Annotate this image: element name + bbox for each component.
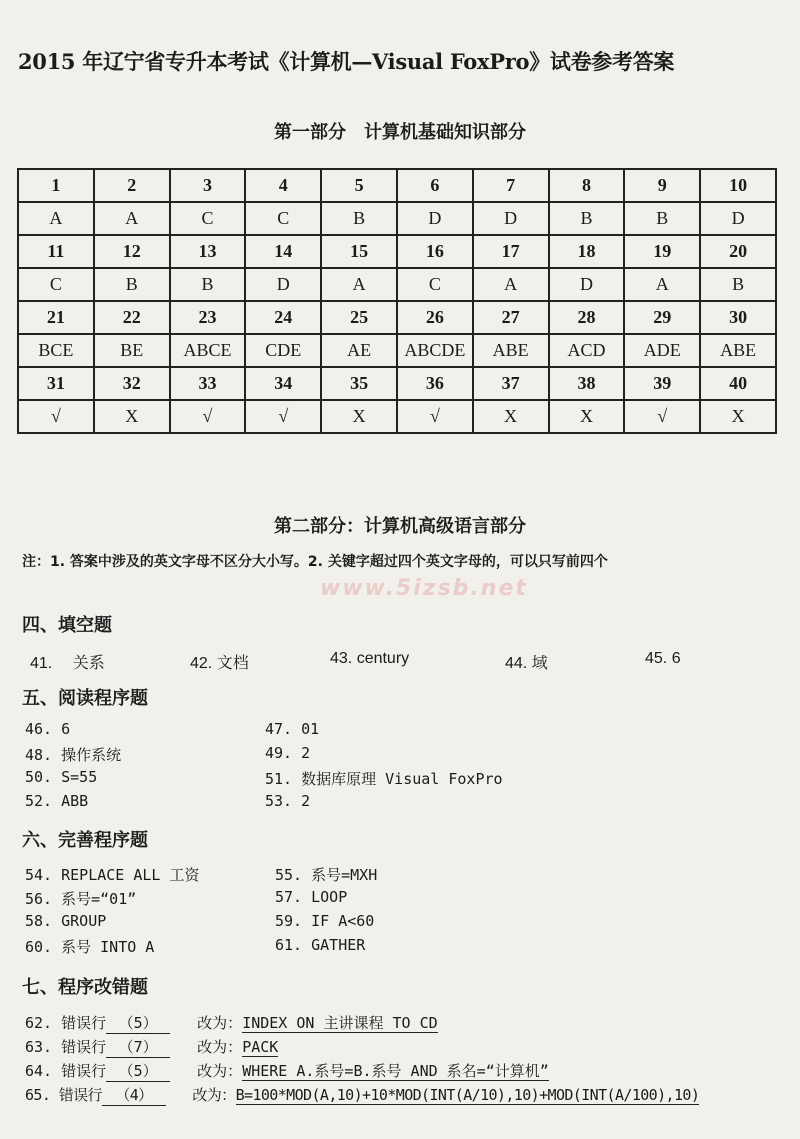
question-number-cell: 34 bbox=[245, 367, 321, 400]
question-number-cell: 31 bbox=[18, 367, 94, 400]
question-number-cell: 15 bbox=[321, 235, 397, 268]
fix-line-value: （4） bbox=[102, 1084, 166, 1106]
question-number-cell: 33 bbox=[170, 367, 246, 400]
question-number-row bbox=[18, 169, 776, 202]
question-number-cell: 7 bbox=[473, 169, 549, 202]
part1-heading: 第一部分 计算机基础知识部分 bbox=[274, 122, 526, 143]
answer-44: 44. 域 bbox=[505, 655, 548, 672]
fix-line-label: 错误行 bbox=[61, 1062, 107, 1080]
fix-change-value: PACK bbox=[242, 1038, 279, 1056]
question-number-cell: 3 bbox=[170, 169, 246, 202]
question-number-row bbox=[18, 367, 776, 400]
answer-cell: ABE bbox=[700, 334, 776, 367]
answer-60: 60. 系号 INTO A bbox=[25, 938, 155, 956]
question-number-cell: 19 bbox=[624, 235, 700, 268]
answer-cell: A bbox=[473, 268, 549, 301]
question-number-cell: 24 bbox=[245, 301, 321, 334]
question-number-cell: 23 bbox=[170, 301, 246, 334]
fix-item-63 bbox=[25, 1036, 278, 1058]
answer-cell: B bbox=[321, 202, 397, 235]
question-number-row bbox=[18, 301, 776, 334]
question-number-cell: 9 bbox=[624, 169, 700, 202]
answer-52: 52. ABB bbox=[25, 792, 89, 810]
fix-num: 64. bbox=[25, 1062, 53, 1080]
question-number-cell: 10 bbox=[700, 169, 776, 202]
question-number-row bbox=[18, 235, 776, 268]
answer-cell: ABCE bbox=[170, 334, 246, 367]
answer-54: 54. REPLACE ALL 工资 bbox=[25, 866, 200, 884]
fix-item-62 bbox=[25, 1012, 438, 1034]
answer-cell: C bbox=[18, 268, 94, 301]
answer-50: 50. S=55 bbox=[25, 768, 98, 786]
fix-change-value: B=100*MOD(A,10)+10*MOD(INT(A/10),10)+MOD(INT(A/100),10) bbox=[235, 1086, 700, 1104]
question-number-cell: 37 bbox=[473, 367, 549, 400]
question-number-cell: 30 bbox=[700, 301, 776, 334]
fix-line-label: 错误行 bbox=[58, 1086, 102, 1104]
part2-heading: 第二部分：计算机高级语言部分 bbox=[274, 516, 526, 537]
question-number-cell: 26 bbox=[397, 301, 473, 334]
question-number-cell: 17 bbox=[473, 235, 549, 268]
answer-cell: D bbox=[397, 202, 473, 235]
answer-row bbox=[18, 334, 776, 367]
fix-change-label: 改为： bbox=[192, 1086, 236, 1104]
question-number-cell: 8 bbox=[549, 169, 625, 202]
answer-46: 46. 6 bbox=[25, 720, 71, 738]
answer-55: 55. 系号=MXH bbox=[275, 866, 378, 884]
answer-cell: C bbox=[170, 202, 246, 235]
fix-change-label: 改为： bbox=[197, 1014, 243, 1032]
answer-cell: √ bbox=[245, 400, 321, 433]
fix-line-value: （5） bbox=[106, 1012, 170, 1034]
question-number-cell: 21 bbox=[18, 301, 94, 334]
answer-51: 51. 数据库原理 Visual FoxPro bbox=[265, 770, 503, 788]
answer-cell: A bbox=[321, 268, 397, 301]
answer-cell: X bbox=[94, 400, 170, 433]
question-number-cell: 2 bbox=[94, 169, 170, 202]
question-number-cell: 1 bbox=[18, 169, 94, 202]
fix-num: 63. bbox=[25, 1038, 53, 1056]
fix-heading: 七、程序改错题 bbox=[22, 977, 148, 998]
answer-cell: X bbox=[700, 400, 776, 433]
answer-cell: C bbox=[397, 268, 473, 301]
question-number-cell: 11 bbox=[18, 235, 94, 268]
question-number-cell: 32 bbox=[94, 367, 170, 400]
question-number-cell: 18 bbox=[549, 235, 625, 268]
fix-change-value: WHERE A.系号=B.系号 AND 系名=“计算机” bbox=[242, 1062, 549, 1080]
read-heading: 五、阅读程序题 bbox=[22, 688, 148, 709]
answer-57: 57. LOOP bbox=[275, 888, 348, 906]
answer-53: 53. 2 bbox=[265, 792, 311, 810]
question-number-cell: 28 bbox=[549, 301, 625, 334]
question-number-cell: 5 bbox=[321, 169, 397, 202]
answer-cell: D bbox=[549, 268, 625, 301]
answer-cell: D bbox=[700, 202, 776, 235]
answer-58: 58. GROUP bbox=[25, 912, 107, 930]
answer-49: 49. 2 bbox=[265, 744, 311, 762]
question-number-cell: 14 bbox=[245, 235, 321, 268]
answer-cell: X bbox=[321, 400, 397, 433]
answer-row bbox=[18, 400, 776, 433]
answer-table bbox=[17, 168, 777, 434]
complete-heading: 六、完善程序题 bbox=[22, 830, 148, 851]
question-number-cell: 40 bbox=[700, 367, 776, 400]
question-number-cell: 36 bbox=[397, 367, 473, 400]
question-number-cell: 4 bbox=[245, 169, 321, 202]
answer-cell: √ bbox=[170, 400, 246, 433]
answer-cell: B bbox=[700, 268, 776, 301]
answer-cell: D bbox=[245, 268, 321, 301]
answer-cell: B bbox=[170, 268, 246, 301]
fix-item-64 bbox=[25, 1060, 549, 1082]
answer-43: 43. century bbox=[330, 650, 410, 667]
question-number-cell: 39 bbox=[624, 367, 700, 400]
question-number-cell: 12 bbox=[94, 235, 170, 268]
answer-cell: AE bbox=[321, 334, 397, 367]
fix-line-label: 错误行 bbox=[61, 1038, 107, 1056]
answer-cell: √ bbox=[18, 400, 94, 433]
answer-cell: √ bbox=[624, 400, 700, 433]
question-number-cell: 29 bbox=[624, 301, 700, 334]
answer-cell: ABCDE bbox=[397, 334, 473, 367]
answer-45: 45. 6 bbox=[645, 650, 681, 667]
answer-42: 42. 文档 bbox=[190, 655, 249, 672]
answer-cell: X bbox=[473, 400, 549, 433]
answer-cell: B bbox=[549, 202, 625, 235]
answer-cell: B bbox=[94, 268, 170, 301]
answer-47: 47. 01 bbox=[265, 720, 320, 738]
watermark: www.5izsb.net bbox=[320, 576, 528, 601]
fill-heading: 四、填空题 bbox=[22, 615, 112, 636]
answer-cell: A bbox=[18, 202, 94, 235]
answer-cell: D bbox=[473, 202, 549, 235]
answer-cell: ADE bbox=[624, 334, 700, 367]
answer-cell: √ bbox=[397, 400, 473, 433]
question-number-cell: 6 bbox=[397, 169, 473, 202]
answer-cell: C bbox=[245, 202, 321, 235]
fix-line-label: 错误行 bbox=[61, 1014, 107, 1032]
question-number-cell: 20 bbox=[700, 235, 776, 268]
fix-change-label: 改为： bbox=[197, 1062, 243, 1080]
fix-change-label: 改为： bbox=[197, 1038, 243, 1056]
question-number-cell: 27 bbox=[473, 301, 549, 334]
question-number-cell: 22 bbox=[94, 301, 170, 334]
document-title: 2015 年辽宁省专升本考试《计算机—Visual FoxPro》试卷参考答案 bbox=[18, 49, 675, 74]
question-number-cell: 35 bbox=[321, 367, 397, 400]
question-number-cell: 16 bbox=[397, 235, 473, 268]
answer-cell: BCE bbox=[18, 334, 94, 367]
answer-cell: BE bbox=[94, 334, 170, 367]
answer-59: 59. IF A<60 bbox=[275, 912, 375, 930]
fix-num: 65. bbox=[25, 1086, 51, 1104]
answer-cell: CDE bbox=[245, 334, 321, 367]
fix-change-value: INDEX ON 主讲课程 TO CD bbox=[242, 1014, 438, 1032]
part2-note: 注：1. 答案中涉及的英文字母不区分大小写。2. 关键字超过四个英文字母的，可以只写前四个 bbox=[22, 554, 608, 570]
question-number-cell: 25 bbox=[321, 301, 397, 334]
answer-48: 48. 操作系统 bbox=[25, 746, 122, 764]
question-number-cell: 38 bbox=[549, 367, 625, 400]
answer-61: 61. GATHER bbox=[275, 936, 366, 954]
answer-row bbox=[18, 268, 776, 301]
answer-cell: ACD bbox=[549, 334, 625, 367]
fix-line-value: （7） bbox=[106, 1036, 170, 1058]
answer-cell: A bbox=[94, 202, 170, 235]
fix-item-65 bbox=[25, 1084, 699, 1106]
fix-num: 62. bbox=[25, 1014, 53, 1032]
answer-cell: A bbox=[624, 268, 700, 301]
answer-56: 56. 系号=“01” bbox=[25, 890, 137, 908]
answer-cell: X bbox=[549, 400, 625, 433]
fix-line-value: （5） bbox=[106, 1060, 170, 1082]
question-number-cell: 13 bbox=[170, 235, 246, 268]
answer-cell: B bbox=[624, 202, 700, 235]
answer-cell: ABE bbox=[473, 334, 549, 367]
answer-row bbox=[18, 202, 776, 235]
answer-41: 41. 关系 bbox=[30, 655, 105, 672]
